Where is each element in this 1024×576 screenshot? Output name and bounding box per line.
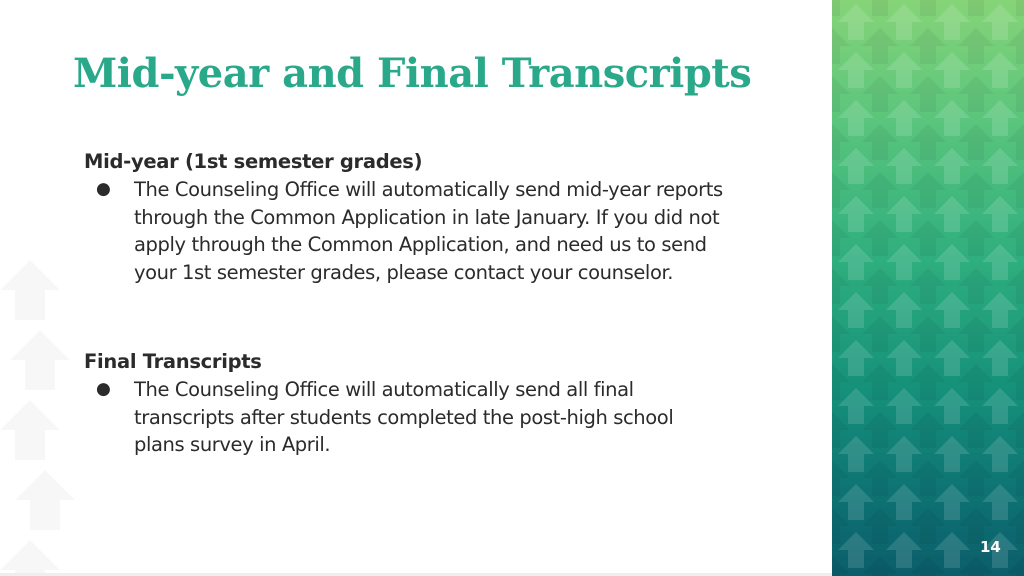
slide-title: Mid-year and Final Transcripts [73, 50, 752, 97]
bullet-icon: ● [96, 379, 111, 399]
list-item [84, 376, 724, 459]
arrow-pattern-icon [832, 0, 1024, 576]
section-heading-final-transcripts: Final Transcripts [84, 350, 262, 373]
list-item [84, 176, 724, 286]
decorative-side-panel [832, 0, 1024, 576]
section-spacer [84, 286, 724, 348]
bullet-icon: ● [96, 179, 111, 199]
bullet-list-final-transcripts [84, 376, 724, 459]
page-number: 14 [980, 538, 1001, 556]
bullet-text: The Counseling Office will automatically send all final transcripts after students completed the post-high school plans survey in April. [134, 378, 674, 456]
slide-content [84, 148, 724, 459]
bullet-text: The Counseling Office will automatically send mid-year reports through the Common Application in late January. If you did not apply through the Common Application, and need us to send your 1st semester grades, please contact your counselor. [134, 178, 723, 284]
section-heading-mid-year: Mid-year (1st semester grades) [84, 150, 423, 173]
bullet-list-mid-year [84, 176, 724, 286]
decorative-arrow-pattern-left [0, 250, 90, 576]
